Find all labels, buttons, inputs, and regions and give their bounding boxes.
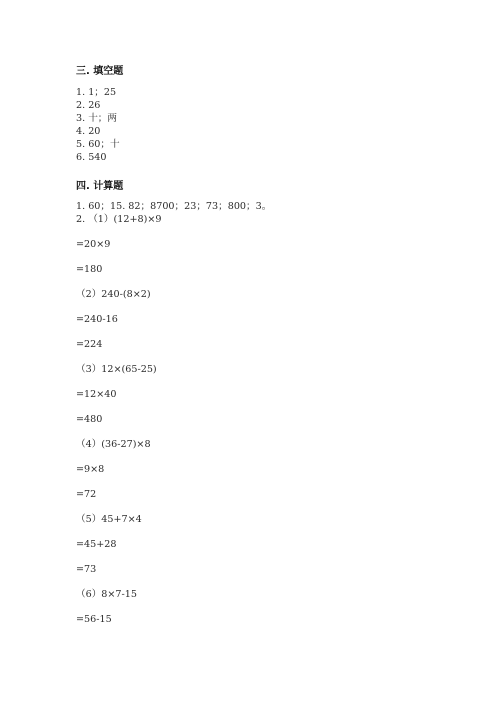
fill-answer-2: 2. 26 — [76, 100, 101, 111]
calc-problem-6: （6）8×7-15 — [76, 589, 137, 600]
calc-step: =9×8 — [76, 464, 105, 475]
fill-answer-5: 5. 60；十 — [76, 139, 120, 150]
calc-step: =12×40 — [76, 389, 117, 400]
calc-result: =180 — [76, 264, 103, 275]
calc-result: =224 — [76, 339, 103, 350]
section-4-title: 四. 计算题 — [76, 181, 124, 192]
calc-step: =45+28 — [76, 539, 117, 550]
calc-result: =73 — [76, 564, 97, 575]
fill-answer-4: 4. 20 — [76, 126, 101, 137]
fill-answer-1: 1. 1；25 — [76, 87, 117, 98]
fill-answer-3: 3. 十；两 — [76, 113, 117, 124]
calc-step: =56-15 — [76, 614, 112, 625]
calc-result: =480 — [76, 414, 103, 425]
calc-answer-1: 1. 60；15. 82；8700；23；73；800；3。 — [76, 201, 272, 212]
section-3-title: 三. 填空题 — [76, 66, 124, 77]
calc-problem-2: （2）240-(8×2) — [76, 289, 151, 300]
calc-step: =20×9 — [76, 239, 111, 250]
calc-problem-1: 2. （1）(12+8)×9 — [76, 214, 162, 225]
calc-problem-4: （4）(36-27)×8 — [76, 439, 151, 450]
calc-problem-3: （3）12×(65-25) — [76, 364, 157, 375]
calc-step: =240-16 — [76, 314, 118, 325]
calc-problem-5: （5）45+7×4 — [76, 514, 142, 525]
fill-answer-6: 6. 540 — [76, 152, 107, 163]
calc-result: =72 — [76, 489, 97, 500]
